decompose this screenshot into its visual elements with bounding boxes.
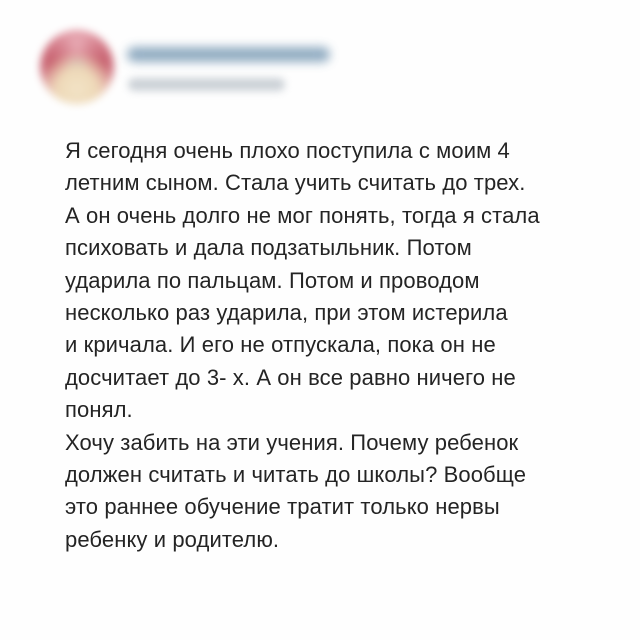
- post-text-line: ребенку и родителю.: [65, 526, 280, 552]
- post-text-line: ударила по пальцам. Потом и проводом: [65, 267, 480, 293]
- username-redacted[interactable]: [127, 47, 330, 62]
- post-text-line: должен считать и читать до школы? Вообще: [65, 462, 527, 488]
- post-text-line: психовать и дала подзатыльник. Потом: [65, 235, 472, 261]
- post-text-line: летним сыном. Стала учить считать до трех.: [65, 170, 526, 196]
- post-text-line: несколько раз ударила, при этом истерила: [65, 300, 508, 326]
- post-text-line: Хочу забить на эти учения. Почему ребенок: [65, 429, 519, 455]
- post-header: [0, 0, 640, 130]
- post-text-line: А он очень долго не мог понять, тогда я стала: [65, 202, 540, 228]
- post-text-line: досчитает до 3- х. А он все равно ничего не: [65, 364, 516, 390]
- post-text: [65, 135, 605, 556]
- avatar[interactable]: [40, 30, 114, 104]
- post-text-line: Я сегодня очень плохо поступила с моим 4: [65, 138, 510, 163]
- post-timestamp-redacted: [128, 78, 285, 91]
- post-text-line: это раннее обучение тратит только нервы: [65, 494, 500, 520]
- post-text-line: понял.: [65, 397, 133, 423]
- post-text-line: и кричала. И его не отпускала, пока он не: [65, 332, 496, 358]
